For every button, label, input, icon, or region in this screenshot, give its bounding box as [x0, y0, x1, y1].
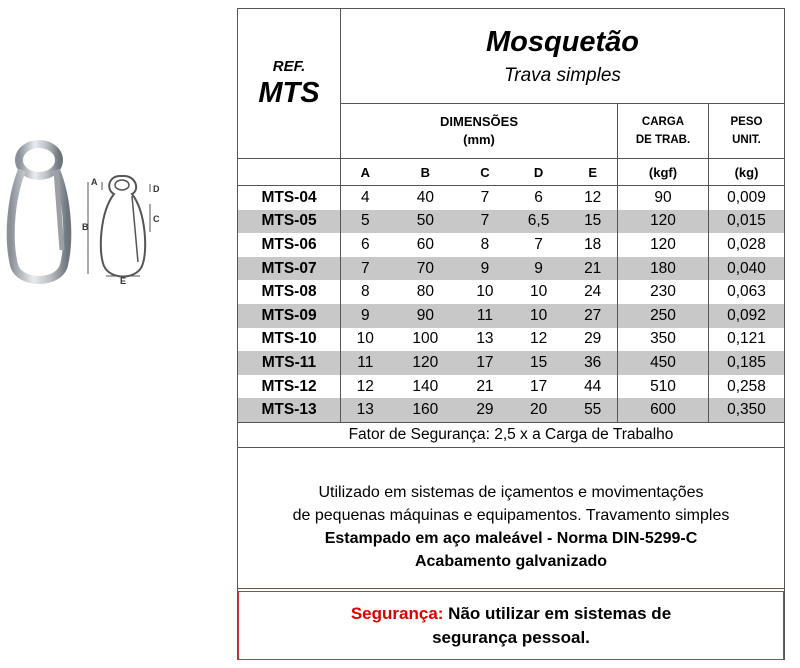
- row-e: 12: [584, 188, 602, 206]
- table-row: [238, 186, 785, 210]
- row-code: MTS-10: [238, 328, 341, 352]
- material-line: Estampado em aço maleável - Norma DIN-5299-C: [324, 530, 698, 547]
- row-c: 7: [480, 188, 490, 206]
- row-a: 12: [356, 377, 374, 395]
- row-b: 160: [390, 398, 462, 422]
- warning-text-2: segurança pessoal.: [432, 628, 590, 647]
- column-header-c: C: [461, 159, 509, 186]
- row-e: 29: [584, 330, 602, 348]
- row-d: 17: [529, 377, 548, 395]
- row-d: 6,5: [509, 210, 569, 234]
- row-a: 4: [360, 188, 370, 206]
- table-row: [238, 375, 785, 399]
- usage-line-2: de pequenas máquinas e equipamentos. Travamento simples: [292, 507, 730, 524]
- dimensions-unit: (mm): [463, 132, 495, 147]
- weight-label-line1: PESO: [730, 116, 763, 128]
- warning-text-1: Não utilizar em sistemas de: [448, 604, 672, 623]
- row-b: 60: [416, 235, 434, 253]
- row-weight: 0,015: [709, 210, 785, 234]
- row-e: 36: [568, 351, 617, 375]
- row-code: MTS-08: [238, 280, 341, 304]
- row-code: MTS-09: [238, 304, 341, 328]
- row-load: 230: [618, 280, 709, 304]
- row-e: 55: [568, 398, 617, 422]
- product-subtitle: Trava simples: [504, 64, 621, 86]
- row-c: 17: [461, 351, 509, 375]
- row-code: MTS-06: [238, 233, 341, 257]
- row-e: 21: [568, 257, 617, 281]
- column-header-e: E: [568, 159, 617, 186]
- ref-cell: [238, 9, 341, 159]
- load-header: [618, 104, 709, 159]
- row-load: 180: [618, 257, 709, 281]
- row-d: 15: [509, 351, 569, 375]
- row-load: 120: [618, 210, 709, 234]
- row-c: 29: [461, 398, 509, 422]
- row-code: MTS-13: [238, 398, 341, 422]
- row-load: 510: [618, 375, 709, 399]
- table-row: [238, 328, 785, 352]
- diagram-label-d: D: [153, 184, 160, 194]
- table-row: [238, 351, 785, 375]
- row-a: 5: [341, 210, 390, 234]
- row-b: 100: [412, 330, 439, 348]
- row-e: 15: [568, 210, 617, 234]
- row-d: 9: [509, 257, 569, 281]
- warning-label: Segurança:: [350, 604, 444, 623]
- column-header-b: B: [390, 159, 462, 186]
- column-header-weight-unit: (kg): [709, 159, 785, 186]
- safety-factor: Fator de Segurança: 2,5 x a Carga de Trabalho: [238, 422, 785, 447]
- row-b: 140: [412, 377, 439, 395]
- weight-label-line2: UNIT.: [732, 134, 761, 146]
- row-b: 120: [390, 351, 462, 375]
- row-load: 350: [618, 328, 709, 352]
- row-a: 7: [341, 257, 390, 281]
- row-d: 10: [509, 304, 569, 328]
- row-c: 8: [480, 235, 490, 253]
- row-b: 70: [390, 257, 462, 281]
- row-weight: 0,121: [709, 328, 785, 352]
- table-row: [238, 280, 785, 304]
- table-row: [238, 304, 785, 328]
- row-code: MTS-05: [238, 210, 341, 234]
- row-load: 250: [618, 304, 709, 328]
- snap-hook-photo: [4, 140, 74, 290]
- row-code: MTS-12: [238, 375, 341, 399]
- row-weight: 0,350: [709, 398, 785, 422]
- row-a: 8: [360, 283, 370, 301]
- table-row: [238, 257, 785, 281]
- dimensions-label: DIMENSÕES: [439, 114, 518, 129]
- row-b: 50: [390, 210, 462, 234]
- row-c: 11: [461, 304, 509, 328]
- row-weight: 0,185: [709, 351, 785, 375]
- row-load: 120: [618, 233, 709, 257]
- safety-factor-row: [238, 422, 785, 447]
- column-header-a: A: [341, 159, 390, 186]
- load-label-line2: DE TRAB.: [635, 134, 691, 146]
- row-load: 450: [618, 351, 709, 375]
- row-e: 27: [568, 304, 617, 328]
- title-row: [238, 9, 785, 104]
- row-c: 21: [476, 377, 494, 395]
- row-a: 13: [341, 398, 390, 422]
- row-a: 11: [341, 351, 390, 375]
- row-load: 90: [618, 186, 709, 210]
- row-weight: 0,028: [709, 233, 785, 257]
- ref-code: MTS: [258, 76, 320, 109]
- row-weight: 0,009: [709, 186, 785, 210]
- row-a: 10: [356, 330, 374, 348]
- safety-warning: [238, 591, 784, 660]
- code-column-header: [238, 159, 341, 186]
- row-b: 80: [416, 283, 434, 301]
- row-load: 600: [618, 398, 709, 422]
- row-b: 40: [416, 188, 434, 206]
- row-e: 24: [584, 283, 602, 301]
- table-row: [238, 233, 785, 257]
- row-c: 9: [461, 257, 509, 281]
- row-d: 10: [529, 283, 548, 301]
- row-d: 20: [509, 398, 569, 422]
- row-a: 9: [341, 304, 390, 328]
- row-c: 10: [476, 283, 494, 301]
- column-header-row: [238, 159, 785, 186]
- diagram-label-a: A: [91, 177, 98, 187]
- row-code: MTS-11: [238, 351, 341, 375]
- row-e: 44: [584, 377, 602, 395]
- row-d: 7: [534, 235, 543, 253]
- finish-line: Acabamento galvanizado: [414, 553, 608, 570]
- weight-header: [709, 104, 785, 159]
- row-code: MTS-04: [238, 186, 341, 210]
- row-d: 12: [529, 330, 548, 348]
- row-weight: 0,040: [709, 257, 785, 281]
- table-row: [238, 398, 785, 422]
- usage-description: [237, 469, 785, 589]
- ref-label: REF.: [272, 57, 306, 75]
- spec-table: [237, 8, 785, 448]
- spec-sheet: [237, 8, 785, 660]
- usage-line-1: Utilizado em sistemas de içamentos e movimentações: [318, 484, 704, 501]
- snap-hook-dimension-diagram: [82, 172, 162, 284]
- row-e: 18: [584, 235, 602, 253]
- row-c: 13: [476, 330, 494, 348]
- row-d: 6: [534, 188, 543, 206]
- table-row: [238, 210, 785, 234]
- column-header-load-unit: (kgf): [618, 159, 709, 186]
- title-cell: [341, 9, 785, 104]
- row-code: MTS-07: [238, 257, 341, 281]
- dimensions-header: [341, 104, 618, 159]
- row-a: 6: [360, 235, 370, 253]
- diagram-label-b: B: [82, 222, 89, 232]
- diagram-label-c: C: [153, 214, 160, 224]
- product-title: Mosquetão: [485, 25, 640, 58]
- row-c: 7: [461, 210, 509, 234]
- row-b: 90: [390, 304, 462, 328]
- row-weight: 0,092: [709, 304, 785, 328]
- column-header-d: D: [509, 159, 569, 186]
- row-weight: 0,063: [709, 280, 785, 304]
- diagram-label-e: E: [120, 276, 127, 284]
- row-weight: 0,258: [709, 375, 785, 399]
- load-label-line1: CARGA: [641, 116, 685, 128]
